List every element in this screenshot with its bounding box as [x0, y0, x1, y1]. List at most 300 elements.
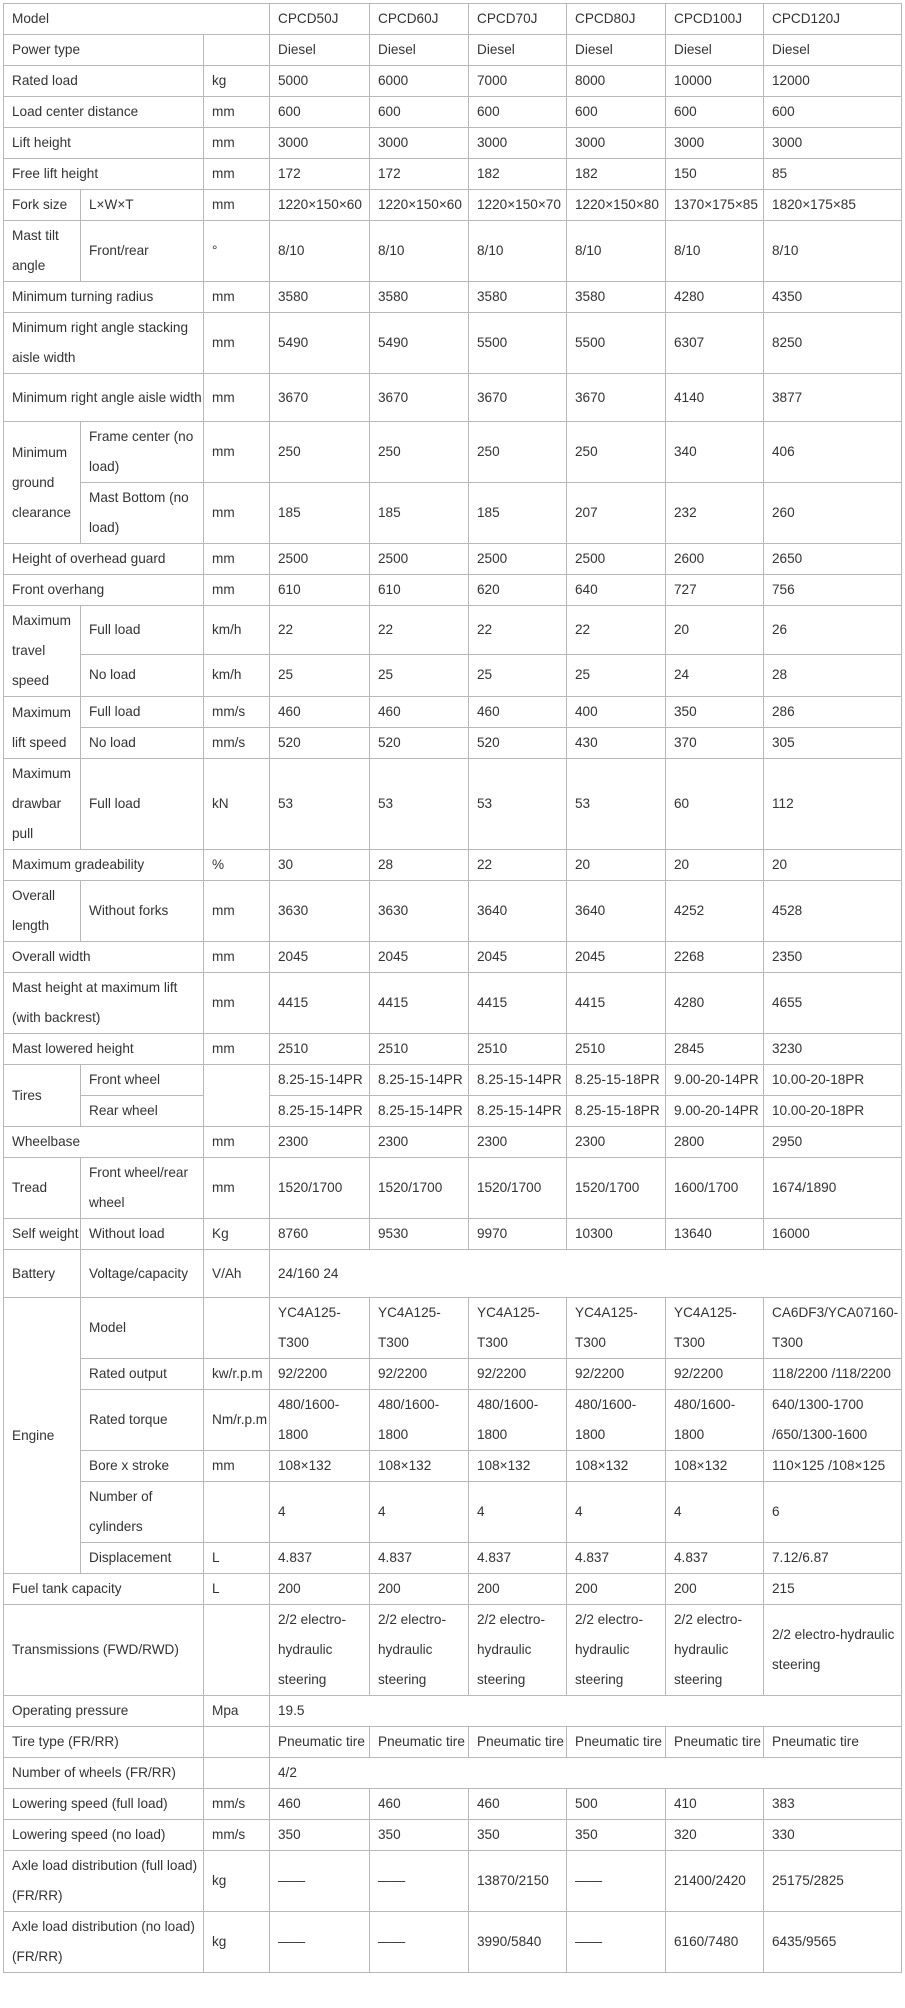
table-cell: 20	[764, 850, 902, 881]
table-row	[4, 1158, 902, 1219]
table-cell: 9.00-20-14PR	[666, 1065, 764, 1096]
table-cell: 2510	[270, 1034, 370, 1065]
table-cell: 3630	[370, 881, 469, 942]
table-cell: mm	[204, 159, 270, 190]
table-cell: 6307	[666, 313, 764, 374]
table-cell: YC4A125-T300	[666, 1298, 764, 1359]
table-cell: 2045	[469, 942, 567, 973]
table-cell: Axle load distribution (no load) (FR/RR)	[4, 1912, 204, 1973]
table-row	[4, 128, 902, 159]
table-cell: 1520/1700	[370, 1158, 469, 1219]
table-row	[4, 221, 902, 282]
table-cell: 53	[469, 759, 567, 850]
table-row	[4, 1851, 902, 1912]
table-cell: 3230	[764, 1034, 902, 1065]
table-cell: 600	[270, 97, 370, 128]
table-cell: 1820×175×85	[764, 190, 902, 221]
table-row	[4, 1727, 902, 1758]
table-cell: Maximum drawbar pull	[4, 759, 81, 850]
table-cell: 460	[270, 697, 370, 728]
table-cell: 2500	[567, 544, 666, 575]
table-cell: 1220×150×70	[469, 190, 567, 221]
table-cell: Pneumatic tire	[567, 1727, 666, 1758]
table-cell: Pneumatic tire	[764, 1727, 902, 1758]
table-cell: 21400/2420	[666, 1851, 764, 1912]
table-cell: 520	[469, 728, 567, 759]
table-cell: 350	[469, 1820, 567, 1851]
table-cell: 260	[764, 483, 902, 544]
table-cell: 16000	[764, 1219, 902, 1250]
table-cell: YC4A125-T300	[567, 1298, 666, 1359]
table-cell: 200	[469, 1574, 567, 1605]
table-cell: CPCD100J	[666, 4, 764, 35]
table-cell: 2300	[370, 1127, 469, 1158]
table-cell: 410	[666, 1789, 764, 1820]
table-cell: 330	[764, 1820, 902, 1851]
table-cell: L×W×T	[81, 190, 204, 221]
table-cell: 1520/1700	[270, 1158, 370, 1219]
table-cell: Tire type (FR/RR)	[4, 1727, 204, 1758]
table-cell: 4280	[666, 282, 764, 313]
table-cell: Rated output	[81, 1359, 204, 1390]
table-cell: 8.25-15-14PR	[469, 1096, 567, 1127]
table-cell: Mpa	[204, 1696, 270, 1727]
table-cell: 756	[764, 575, 902, 606]
table-cell: 480/1600-1800	[567, 1390, 666, 1451]
table-cell: 8.25-15-14PR	[270, 1065, 370, 1096]
table-row	[4, 313, 902, 374]
table-cell: km/h	[204, 654, 270, 696]
table-cell: 1520/1700	[469, 1158, 567, 1219]
table-cell: mm	[204, 282, 270, 313]
table-cell: 1220×150×60	[370, 190, 469, 221]
table-cell: Diesel	[469, 35, 567, 66]
table-cell: kg	[204, 1912, 270, 1973]
table-cell: 4252	[666, 881, 764, 942]
table-cell: 10000	[666, 66, 764, 97]
table-cell: 2/2 electro-hydraulic steering	[270, 1605, 370, 1696]
table-cell: Diesel	[567, 35, 666, 66]
table-cell: Maximum gradeability	[4, 850, 204, 881]
table-cell: 8.25-15-14PR	[469, 1065, 567, 1096]
table-cell: 92/2200	[270, 1359, 370, 1390]
table-cell: 2510	[469, 1034, 567, 1065]
table-cell: 2268	[666, 942, 764, 973]
table-cell: 2300	[469, 1127, 567, 1158]
table-cell: 2950	[764, 1127, 902, 1158]
table-cell: 2500	[469, 544, 567, 575]
table-cell: mm	[204, 422, 270, 483]
table-cell: Number of cylinders	[81, 1482, 204, 1543]
table-cell: Model	[4, 4, 270, 35]
table-cell: 215	[764, 1574, 902, 1605]
table-cell: 110×125 /108×125	[764, 1451, 902, 1482]
table-cell: 8/10	[666, 221, 764, 282]
table-cell: 460	[370, 1789, 469, 1820]
table-cell: 53	[567, 759, 666, 850]
table-cell: Front wheel	[81, 1065, 204, 1096]
table-cell: 8/10	[764, 221, 902, 282]
table-cell: 600	[666, 97, 764, 128]
table-cell: Minimum turning radius	[4, 282, 204, 313]
table-cell: Transmissions (FWD/RWD)	[4, 1605, 204, 1696]
table-cell: 19.5	[270, 1696, 902, 1727]
table-cell: 370	[666, 728, 764, 759]
table-cell: 286	[764, 697, 902, 728]
table-cell: 4.837	[370, 1543, 469, 1574]
table-cell: 460	[469, 697, 567, 728]
table-cell	[204, 35, 270, 66]
table-cell: 9970	[469, 1219, 567, 1250]
table-cell: 1370×175×85	[666, 190, 764, 221]
table-row	[4, 1482, 902, 1543]
table-cell: 2/2 electro-hydraulic steering	[370, 1605, 469, 1696]
table-cell: kg	[204, 1851, 270, 1912]
table-row	[4, 1789, 902, 1820]
table-cell: 460	[270, 1789, 370, 1820]
table-cell: 108×132	[666, 1451, 764, 1482]
table-cell: kw/r.p.m	[204, 1359, 270, 1390]
table-cell: 25	[270, 654, 370, 696]
table-cell: Front overhang	[4, 575, 204, 606]
table-cell: 340	[666, 422, 764, 483]
table-row	[4, 728, 902, 759]
table-cell: L	[204, 1574, 270, 1605]
table-row	[4, 374, 902, 422]
spec-table-body	[4, 4, 902, 1973]
table-cell: Voltage/capacity	[81, 1250, 204, 1298]
table-cell: 20	[666, 850, 764, 881]
table-cell: mm	[204, 313, 270, 374]
table-cell: 480/1600-1800	[666, 1390, 764, 1451]
table-cell: mm	[204, 544, 270, 575]
table-cell: 2300	[270, 1127, 370, 1158]
table-row	[4, 97, 902, 128]
table-cell: 4	[469, 1482, 567, 1543]
table-cell: 250	[370, 422, 469, 483]
table-cell: 200	[666, 1574, 764, 1605]
table-cell: 350	[370, 1820, 469, 1851]
table-cell: 20	[567, 850, 666, 881]
table-cell: Bore x stroke	[81, 1451, 204, 1482]
table-cell	[204, 1758, 270, 1789]
table-cell: 520	[270, 728, 370, 759]
table-cell: Fuel tank capacity	[4, 1574, 204, 1605]
table-cell: Self weight	[4, 1219, 81, 1250]
table-cell: 600	[567, 97, 666, 128]
table-cell: 13640	[666, 1219, 764, 1250]
table-cell: 4350	[764, 282, 902, 313]
table-cell: 2045	[370, 942, 469, 973]
table-cell: 12000	[764, 66, 902, 97]
table-cell: Lowering speed (full load)	[4, 1789, 204, 1820]
table-cell: 8250	[764, 313, 902, 374]
table-cell: Minimum right angle aisle width	[4, 374, 204, 422]
table-cell: 480/1600-1800	[469, 1390, 567, 1451]
table-row	[4, 1034, 902, 1065]
table-cell: Diesel	[666, 35, 764, 66]
table-cell: Maximum travel speed	[4, 606, 81, 697]
table-cell: 7.12/6.87	[764, 1543, 902, 1574]
table-row	[4, 759, 902, 850]
table-cell: 22	[469, 606, 567, 655]
table-cell: mm	[204, 190, 270, 221]
table-cell: 250	[270, 422, 370, 483]
table-cell: YC4A125-T300	[469, 1298, 567, 1359]
table-cell: 600	[764, 97, 902, 128]
table-cell: 8.25-15-14PR	[270, 1096, 370, 1127]
table-cell: 320	[666, 1820, 764, 1851]
table-cell: Mast tilt angle	[4, 221, 81, 282]
table-cell: 207	[567, 483, 666, 544]
table-cell: Mast height at maximum lift (with backrest)	[4, 973, 204, 1034]
table-cell: 430	[567, 728, 666, 759]
table-cell: 480/1600-1800	[270, 1390, 370, 1451]
table-cell: Front/rear	[81, 221, 204, 282]
table-cell: 13870/2150	[469, 1851, 567, 1912]
table-cell: 4/2	[270, 1758, 902, 1789]
table-cell: 4415	[270, 973, 370, 1034]
table-cell: Rated torque	[81, 1390, 204, 1451]
table-cell: %	[204, 850, 270, 881]
table-cell: YC4A125-T300	[370, 1298, 469, 1359]
table-cell: YC4A125-T300	[270, 1298, 370, 1359]
table-cell: L	[204, 1543, 270, 1574]
table-row	[4, 159, 902, 190]
table-cell: 3000	[764, 128, 902, 159]
table-cell: Front wheel/rear wheel	[81, 1158, 204, 1219]
table-cell: 53	[270, 759, 370, 850]
table-cell: mm	[204, 483, 270, 544]
table-cell: 3670	[469, 374, 567, 422]
table-cell: 53	[370, 759, 469, 850]
table-cell: Power type	[4, 35, 204, 66]
table-cell: Fork size	[4, 190, 81, 221]
table-cell: 6435/9565	[764, 1912, 902, 1973]
table-cell: 406	[764, 422, 902, 483]
table-cell: 25	[469, 654, 567, 696]
table-cell: 3670	[567, 374, 666, 422]
table-row	[4, 1390, 902, 1451]
table-cell: Lift height	[4, 128, 204, 159]
table-cell: 108×132	[270, 1451, 370, 1482]
table-cell: Mast lowered height	[4, 1034, 204, 1065]
table-row	[4, 1359, 902, 1390]
table-cell: 10.00-20-18PR	[764, 1096, 902, 1127]
table-cell: 24/160 24	[270, 1250, 902, 1298]
table-cell: 172	[270, 159, 370, 190]
table-cell: 28	[370, 850, 469, 881]
table-cell: 8760	[270, 1219, 370, 1250]
table-cell: 232	[666, 483, 764, 544]
table-cell: CPCD70J	[469, 4, 567, 35]
table-cell: Full load	[81, 697, 204, 728]
table-cell: Tread	[4, 1158, 81, 1219]
table-cell: Diesel	[270, 35, 370, 66]
table-cell: 350	[666, 697, 764, 728]
table-cell: °	[204, 221, 270, 282]
table-cell: 8.25-15-18PR	[567, 1096, 666, 1127]
table-cell: ——	[270, 1851, 370, 1912]
table-cell: 26	[764, 606, 902, 655]
table-cell: Full load	[81, 759, 204, 850]
table-cell: ——	[370, 1851, 469, 1912]
table-cell: 3670	[270, 374, 370, 422]
table-cell: 22	[469, 850, 567, 881]
table-cell	[204, 1727, 270, 1758]
table-cell: 182	[567, 159, 666, 190]
table-cell: 112	[764, 759, 902, 850]
table-cell	[204, 1065, 270, 1127]
table-cell: 5500	[567, 313, 666, 374]
table-cell: Without forks	[81, 881, 204, 942]
table-cell: Load center distance	[4, 97, 204, 128]
table-cell: 85	[764, 159, 902, 190]
table-cell: 3000	[270, 128, 370, 159]
table-cell: Free lift height	[4, 159, 204, 190]
table-cell: Full load	[81, 606, 204, 655]
table-cell: ——	[567, 1851, 666, 1912]
table-row	[4, 1758, 902, 1789]
table-cell: Overall length	[4, 881, 81, 942]
table-row	[4, 1451, 902, 1482]
table-cell: 520	[370, 728, 469, 759]
table-cell: 1220×150×60	[270, 190, 370, 221]
table-cell: Battery	[4, 1250, 81, 1298]
table-cell: 200	[567, 1574, 666, 1605]
table-row	[4, 4, 902, 35]
table-cell: mm	[204, 97, 270, 128]
table-cell: kg	[204, 66, 270, 97]
table-cell: Operating pressure	[4, 1696, 204, 1727]
table-cell: 172	[370, 159, 469, 190]
table-cell: No load	[81, 728, 204, 759]
table-cell: 8/10	[567, 221, 666, 282]
table-cell: CA6DF3/YCA07160-T300	[764, 1298, 902, 1359]
table-cell: CPCD60J	[370, 4, 469, 35]
table-cell: 2510	[370, 1034, 469, 1065]
table-cell: Nm/r.p.m	[204, 1390, 270, 1451]
table-cell: 92/2200	[469, 1359, 567, 1390]
table-cell: mm	[204, 881, 270, 942]
table-cell: Frame center (no load)	[81, 422, 204, 483]
table-cell: 250	[567, 422, 666, 483]
table-row	[4, 575, 902, 606]
table-cell: Diesel	[370, 35, 469, 66]
table-row	[4, 654, 902, 696]
table-cell: 620	[469, 575, 567, 606]
table-cell: Pneumatic tire	[370, 1727, 469, 1758]
table-cell: 3580	[567, 282, 666, 313]
table-cell: mm	[204, 128, 270, 159]
table-row	[4, 606, 902, 655]
table-cell	[204, 1482, 270, 1543]
table-cell: 4	[370, 1482, 469, 1543]
table-cell: 182	[469, 159, 567, 190]
table-cell: 5490	[370, 313, 469, 374]
table-cell: Displacement	[81, 1543, 204, 1574]
table-cell: 5500	[469, 313, 567, 374]
table-cell: 3000	[567, 128, 666, 159]
table-cell: 2300	[567, 1127, 666, 1158]
table-cell: 640/1300-1700 /650/1300-1600	[764, 1390, 902, 1451]
table-cell: Axle load distribution (full load) (FR/RR)	[4, 1851, 204, 1912]
table-cell: mm/s	[204, 728, 270, 759]
table-cell: Tires	[4, 1065, 81, 1127]
table-cell: 7000	[469, 66, 567, 97]
table-cell: 610	[270, 575, 370, 606]
table-cell: CPCD50J	[270, 4, 370, 35]
table-cell: 500	[567, 1789, 666, 1820]
table-row	[4, 697, 902, 728]
table-cell: 2/2 electro-hydraulic steering	[567, 1605, 666, 1696]
table-cell: Maximum lift speed	[4, 697, 81, 759]
table-cell: 118/2200 /118/2200	[764, 1359, 902, 1390]
table-cell: 350	[567, 1820, 666, 1851]
table-cell: Pneumatic tire	[666, 1727, 764, 1758]
table-cell: ——	[370, 1912, 469, 1973]
table-cell: 2/2 electro-hydraulic steering	[666, 1605, 764, 1696]
table-cell: 400	[567, 697, 666, 728]
table-cell: 22	[370, 606, 469, 655]
table-cell: 460	[370, 697, 469, 728]
table-cell: 4655	[764, 973, 902, 1034]
table-cell: 460	[469, 1789, 567, 1820]
table-row	[4, 973, 902, 1034]
table-cell: 92/2200	[370, 1359, 469, 1390]
table-cell: 22	[567, 606, 666, 655]
table-cell: 10300	[567, 1219, 666, 1250]
table-cell: 6160/7480	[666, 1912, 764, 1973]
table-cell: 2800	[666, 1127, 764, 1158]
table-row	[4, 1912, 902, 1973]
table-cell: 185	[270, 483, 370, 544]
table-cell: 3000	[666, 128, 764, 159]
table-cell: mm	[204, 1127, 270, 1158]
table-cell: 1520/1700	[567, 1158, 666, 1219]
table-cell: 4	[270, 1482, 370, 1543]
table-cell: 3990/5840	[469, 1912, 567, 1973]
table-cell: mm/s	[204, 1820, 270, 1851]
table-cell: 25	[370, 654, 469, 696]
table-cell	[204, 1605, 270, 1696]
table-cell: 305	[764, 728, 902, 759]
table-cell: 2045	[567, 942, 666, 973]
table-cell: Diesel	[764, 35, 902, 66]
table-cell: 25175/2825	[764, 1851, 902, 1912]
table-cell: Minimum right angle stacking aisle width	[4, 313, 204, 374]
table-row	[4, 1219, 902, 1250]
table-cell: Overall width	[4, 942, 204, 973]
table-cell: 108×132	[567, 1451, 666, 1482]
table-cell: mm	[204, 942, 270, 973]
table-row	[4, 1605, 902, 1696]
table-cell: kN	[204, 759, 270, 850]
table-row	[4, 881, 902, 942]
table-cell: 9530	[370, 1219, 469, 1250]
table-cell: 640	[567, 575, 666, 606]
table-cell: 3877	[764, 374, 902, 422]
table-cell: Pneumatic tire	[270, 1727, 370, 1758]
table-cell: 8000	[567, 66, 666, 97]
table-cell: Model	[81, 1298, 204, 1359]
table-cell: Rear wheel	[81, 1096, 204, 1127]
table-cell: Number of wheels (FR/RR)	[4, 1758, 204, 1789]
table-row	[4, 1574, 902, 1605]
table-row	[4, 1096, 902, 1127]
table-cell: 4415	[469, 973, 567, 1034]
table-cell: 185	[370, 483, 469, 544]
